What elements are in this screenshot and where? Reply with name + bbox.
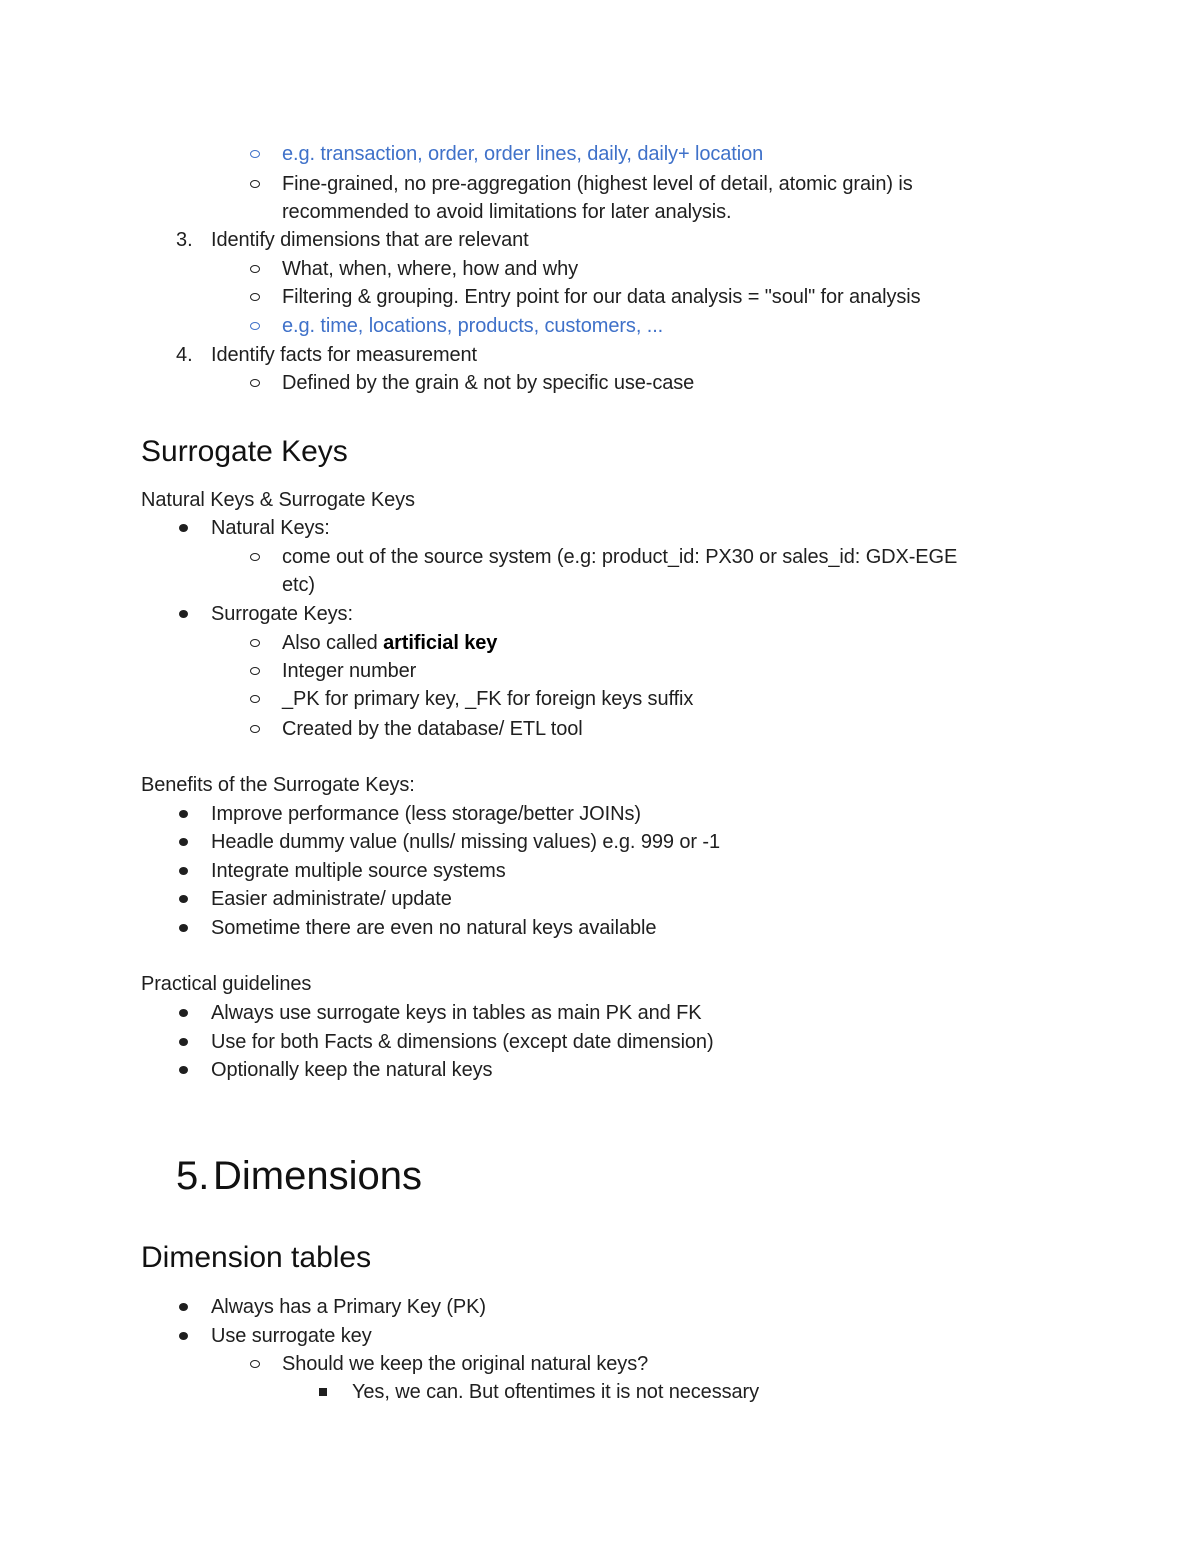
dimension-tables-heading: Dimension tables	[141, 1241, 372, 1274]
circle-bullet-icon	[248, 659, 262, 683]
disc-bullet-icon	[176, 516, 190, 540]
benefit-item: Headle dummy value (nulls/ missing values) e.g. 999 or -1	[211, 831, 720, 853]
grain-example: e.g. transaction, order, order lines, daily, daily+ location	[282, 143, 764, 165]
disc-bullet-icon	[176, 802, 190, 826]
disc-bullet-icon	[176, 887, 190, 911]
disc-bullet-icon	[176, 859, 190, 883]
circle-bullet-icon	[248, 371, 262, 395]
surrogate-sub-item: _PK for primary key, _FK for foreign keys suffix	[282, 688, 694, 710]
section5-number: 5.	[176, 1154, 210, 1198]
disc-bullet-icon	[176, 830, 190, 854]
natural-keys-line1: come out of the source system (e.g: product_id: PX30 or sales_id: GDX-EGE	[282, 546, 958, 568]
step3-item: What, when, where, how and why	[282, 258, 579, 280]
circle-bullet-icon	[248, 687, 262, 711]
dimension-item: Always has a Primary Key (PK)	[211, 1296, 486, 1318]
surrogate-sub-item: Created by the database/ ETL tool	[282, 718, 583, 740]
benefit-item: Sometime there are even no natural keys available	[211, 917, 657, 939]
surrogate-intro: Natural Keys & Surrogate Keys	[141, 489, 415, 511]
circle-bullet-icon	[248, 1352, 262, 1376]
benefits-title: Benefits of the Surrogate Keys:	[141, 774, 415, 796]
circle-bullet-icon	[248, 717, 262, 741]
benefit-item: Easier administrate/ update	[211, 888, 452, 910]
circle-bullet-icon	[248, 314, 262, 338]
step3-text: Identify dimensions that are relevant	[211, 229, 529, 251]
step3-number: 3.	[176, 229, 193, 251]
surrogate-keys-heading: Surrogate Keys	[141, 435, 348, 468]
natural-keys-line2: etc)	[282, 574, 315, 596]
natural-keys-label: Natural Keys:	[211, 517, 330, 539]
step4-number: 4.	[176, 344, 193, 366]
also-called-text: Also called	[282, 632, 384, 654]
disc-bullet-icon	[176, 1058, 190, 1082]
surrogate-sub-item: Integer number	[282, 660, 417, 682]
disc-bullet-icon	[176, 1295, 190, 1319]
also-called-line	[282, 631, 497, 655]
step3-item: Filtering & grouping. Entry point for our data analysis = "soul" for analysis	[282, 286, 921, 308]
grain-fine-line2: recommended to avoid limitations for later analysis.	[282, 201, 732, 223]
section5-title: Dimensions	[213, 1154, 422, 1198]
step3-item: e.g. time, locations, products, customers, ...	[282, 315, 664, 337]
benefit-item: Integrate multiple source systems	[211, 860, 506, 882]
dimension-question: Should we keep the original natural keys?	[282, 1353, 649, 1375]
disc-bullet-icon	[176, 602, 190, 626]
circle-bullet-icon	[248, 631, 262, 655]
step4-text: Identify facts for measurement	[211, 344, 478, 366]
circle-bullet-icon	[248, 285, 262, 309]
disc-bullet-icon	[176, 916, 190, 940]
guidelines-title: Practical guidelines	[141, 973, 312, 995]
square-bullet-icon	[316, 1380, 330, 1404]
circle-bullet-icon	[248, 545, 262, 569]
circle-bullet-icon	[248, 142, 262, 166]
guideline-item: Always use surrogate keys in tables as main PK and FK	[211, 1002, 702, 1024]
grain-fine-line1: Fine-grained, no pre-aggregation (highest level of detail, atomic grain) is	[282, 173, 913, 195]
artificial-key-text: artificial key	[383, 632, 498, 654]
guideline-item: Optionally keep the natural keys	[211, 1059, 493, 1081]
benefit-item: Improve performance (less storage/better JOINs)	[211, 803, 641, 825]
disc-bullet-icon	[176, 1324, 190, 1348]
guideline-item: Use for both Facts & dimensions (except date dimension)	[211, 1031, 714, 1053]
dimension-answer: Yes, we can. But oftentimes it is not necessary	[352, 1381, 759, 1403]
step4-item: Defined by the grain & not by specific use-case	[282, 372, 695, 394]
circle-bullet-icon	[248, 257, 262, 281]
dimension-item: Use surrogate key	[211, 1325, 372, 1347]
disc-bullet-icon	[176, 1030, 190, 1054]
surrogate-keys-label: Surrogate Keys:	[211, 603, 353, 625]
circle-bullet-icon	[248, 172, 262, 196]
disc-bullet-icon	[176, 1001, 190, 1025]
